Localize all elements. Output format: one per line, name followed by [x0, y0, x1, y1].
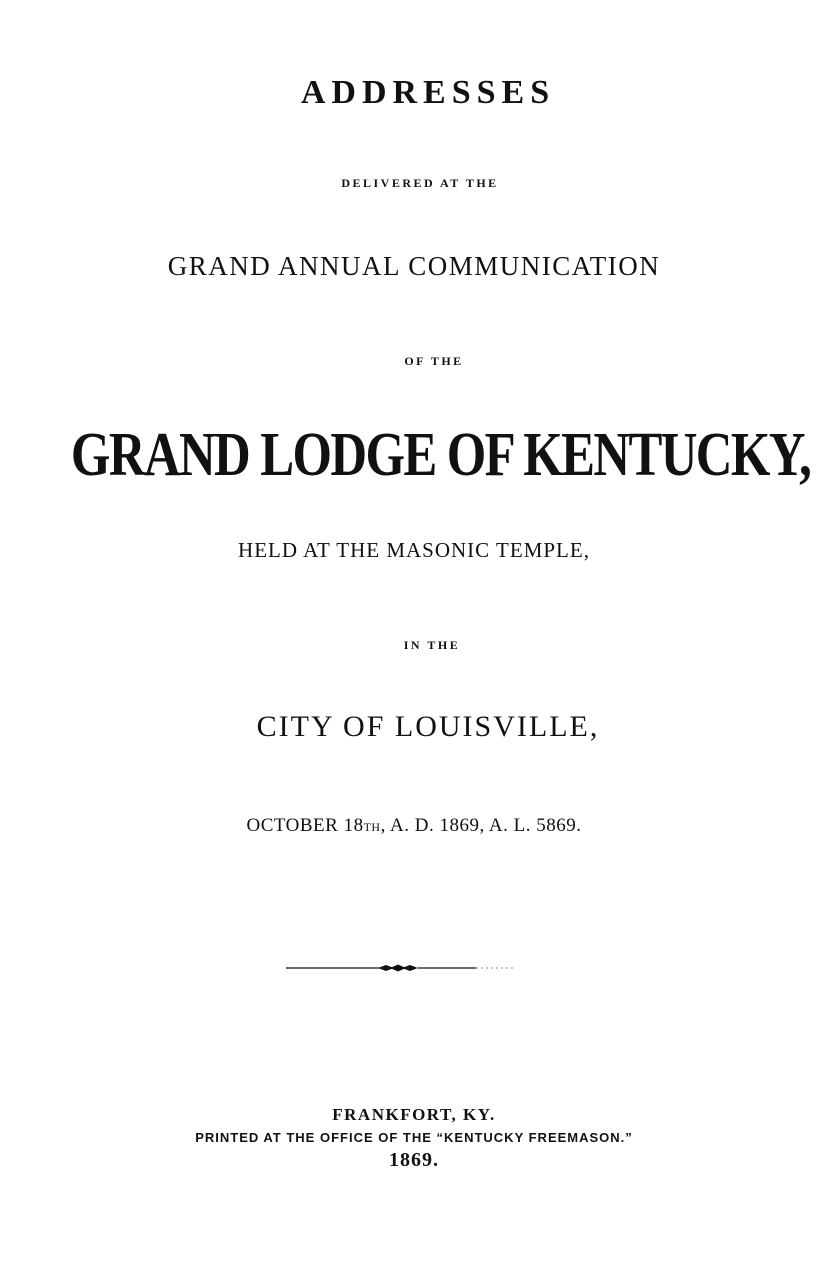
- imprint-year: 1869.: [389, 1149, 439, 1171]
- imprint-city: FRANKFORT, KY.: [332, 1105, 496, 1124]
- subtitle-in-the: IN THE: [403, 638, 461, 652]
- date-ordinal-suffix: TH: [363, 820, 381, 834]
- subtitle-delivered: DELIVERED AT THE: [341, 176, 499, 190]
- book-title: ADDRESSES: [300, 74, 556, 111]
- date-prefix: OCTOBER 18: [246, 815, 364, 836]
- date-rest: , A. D. 1869, A. L. 5869.: [380, 815, 582, 836]
- lodge-name-heading: GRAND LODGE OF KENTUCKY,: [70, 421, 811, 489]
- subtitle-of-the: OF THE: [404, 354, 464, 368]
- city-line: CITY OF LOUISVILLE,: [256, 710, 600, 743]
- venue-line: HELD AT THE MASONIC TEMPLE,: [238, 538, 590, 562]
- imprint-printer: PRINTED AT THE OFFICE OF THE “KENTUCKY FREEMASON.”: [195, 1130, 633, 1145]
- date-line: [0, 815, 828, 837]
- subtitle-communication: GRAND ANNUAL COMMUNICATION: [167, 251, 661, 281]
- ornamental-divider-icon: [286, 960, 516, 976]
